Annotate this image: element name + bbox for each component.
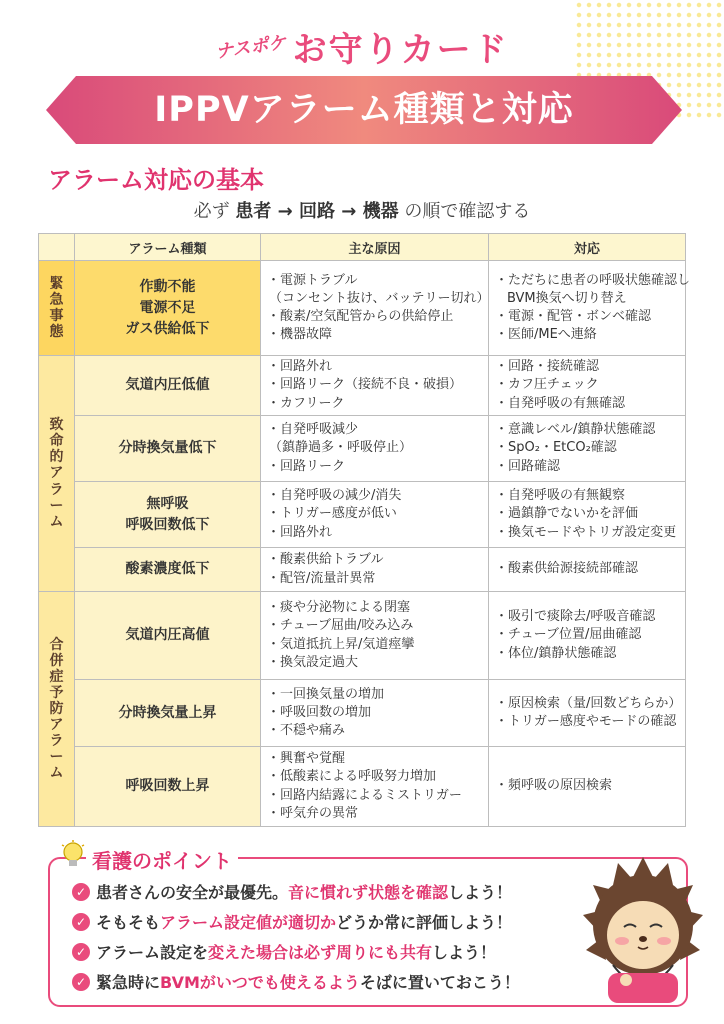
table-row (39, 261, 686, 356)
action-line: ・吸引で痰除去/呼吸音確認 (495, 609, 656, 625)
cause-line: ・興奮や覚醒 (267, 751, 346, 767)
title-banner (46, 76, 682, 144)
cause-line: ・回路外れ (267, 359, 333, 375)
check-icon: ✓ (72, 913, 90, 931)
point-highlight: BVMがいつでも使えるよう (160, 973, 360, 992)
action-line: ・回路確認 (495, 458, 561, 474)
cause-line: ・一回換気量の増加 (267, 686, 385, 702)
cause-line: ・トリガー感度が低い (267, 506, 397, 522)
action-line: ・医師/MEへ連絡 (495, 327, 597, 343)
alarm-type-line: 無呼吸 (146, 495, 189, 512)
alarm-type-line: 分時換気量低下 (118, 440, 217, 456)
action-line: ・SpO₂・EtCO₂確認 (495, 440, 617, 456)
alarm-type-line: 電源不足 (139, 299, 196, 316)
group-label (39, 592, 75, 827)
action-cell (489, 356, 686, 416)
alarm-type (75, 592, 261, 680)
action-line: ・自発呼吸の有無確認 (495, 395, 626, 411)
alarm-type (75, 680, 261, 747)
table-row (39, 548, 686, 592)
action-line: ・ただちに患者の呼吸状態確認し (495, 272, 691, 288)
group-label-text: 合 併 症 予 防 ア ラ ー ム (49, 636, 64, 782)
cause-line: ・気道抵抗上昇/気道痙攣 (267, 636, 415, 652)
point-item (72, 880, 520, 905)
cause-cell (261, 416, 489, 482)
action-line: ・意識レベル/鎮静状態確認 (495, 422, 656, 438)
action-cell (489, 747, 686, 827)
hedgehog-mascot-icon (578, 855, 708, 1009)
subtitle-flow: 患者 → 回路 → 機器 (235, 201, 399, 222)
cause-line: ・痰や分泌物による閉塞 (267, 600, 411, 616)
alarm-type (75, 261, 261, 356)
point-text: そばに置いておこう！ (359, 973, 520, 992)
alarm-type-line: 分時換気量上昇 (118, 704, 217, 721)
cause-line: （鎮静過多・呼吸停止） (269, 440, 413, 456)
action-cell (489, 680, 686, 747)
header-blank (39, 234, 75, 261)
check-icon: ✓ (72, 943, 90, 961)
point-text: しよう！ (432, 943, 497, 962)
points-title: 看護のポイント (86, 845, 238, 874)
table-row (39, 747, 686, 827)
lightbulb-icon (60, 840, 86, 874)
cause-cell (261, 747, 489, 827)
table-row (39, 416, 686, 482)
subtitle-pre: 必ず (193, 201, 230, 222)
cause-line: ・回路リーク（接続不良・破損） (267, 377, 463, 393)
table-header-row (39, 234, 686, 261)
table-row (39, 680, 686, 747)
alarm-type (75, 747, 261, 827)
point-text: そもそも (96, 913, 161, 932)
alarm-type-line: 酸素濃度低下 (125, 561, 210, 577)
points-list (72, 880, 520, 1000)
cause-line: ・チューブ屈曲/咬み込み (267, 618, 414, 634)
action-cell (489, 592, 686, 680)
column-header: 主な原因 (261, 234, 489, 261)
alarm-table (38, 233, 691, 827)
cause-cell (261, 356, 489, 416)
action-line: ・電源・配管・ボンベ確認 (495, 309, 652, 324)
action-line: ・カフ圧チェック (495, 377, 599, 393)
brand-small: ナスポケ (214, 32, 288, 63)
action-line: ・原因検索（量/回数どちらか） (495, 695, 682, 711)
alarm-type (75, 416, 261, 482)
cause-line: ・カフリーク (267, 395, 345, 411)
alarm-type-line: 気道内圧低値 (125, 377, 210, 393)
action-line: ・回路・接続確認 (495, 359, 600, 375)
check-icon: ✓ (72, 973, 90, 991)
action-line: ・チューブ位置/屈曲確認 (495, 627, 642, 643)
point-highlight: 音に慣れず状態を確認 (288, 883, 449, 902)
cause-cell (261, 548, 489, 592)
page-title: IPPVアラーム種類と対応 (154, 90, 574, 130)
action-cell (489, 416, 686, 482)
check-icon: ✓ (72, 883, 90, 901)
cause-line: ・配管/流量計異常 (267, 570, 376, 586)
action-line: ・体位/鎮静状態確認 (495, 645, 617, 661)
column-header: アラーム種類 (75, 234, 261, 261)
cause-line: ・呼気弁の異常 (267, 805, 359, 821)
cause-cell (261, 261, 489, 356)
cause-line: ・回路外れ (267, 524, 333, 540)
point-text: 緊急時に (96, 973, 161, 992)
alarm-type-line: ガス供給低下 (125, 320, 210, 337)
cause-line: ・機器故障 (267, 327, 333, 343)
action-line: ・酸素供給源接続部確認 (495, 561, 639, 577)
action-line: ・トリガー感度やモードの確認 (495, 714, 677, 729)
alarm-type-line: 呼吸回数上昇 (125, 778, 210, 794)
table-row (39, 592, 686, 680)
section-subtitle (0, 197, 724, 223)
action-line: BVM換気へ切り替え (507, 290, 627, 306)
cause-line: ・不穏や痛み (267, 723, 346, 739)
subtitle-post: の順で確認する (404, 201, 531, 222)
cause-cell (261, 482, 489, 548)
group-label-text: 緊 急 事 態 (49, 275, 64, 341)
cause-cell (261, 592, 489, 680)
cause-line: （コンセント抜け、バッテリー切れ） (269, 290, 490, 306)
alarm-type (75, 548, 261, 592)
cause-line: ・酸素供給トラブル (267, 552, 384, 568)
group-label-text: 致 命 的 ア ラ ー ム (49, 417, 64, 530)
action-line: ・自発呼吸の有無観察 (495, 488, 626, 504)
cause-line: ・自発呼吸の減少/消失 (267, 488, 402, 504)
point-item (72, 910, 520, 935)
action-cell (489, 548, 686, 592)
group-label (39, 261, 75, 356)
action-cell (489, 261, 691, 356)
alarm-type-line: 気道内圧高値 (125, 627, 210, 643)
point-highlight: 変えた場合は必ず周りにも共有 (208, 943, 433, 962)
brand-header (0, 22, 724, 71)
point-highlight: アラーム設定値が適切か (160, 913, 337, 932)
point-item (72, 940, 520, 965)
cause-line: ・自発呼吸減少 (267, 422, 359, 438)
action-cell (489, 482, 686, 548)
cause-line: ・回路リーク (267, 458, 346, 474)
point-text: 患者さんの安全が最優先。 (96, 883, 289, 902)
column-header: 対応 (489, 234, 686, 261)
group-label (39, 356, 75, 592)
point-text: どうか常に評価しよう！ (336, 913, 513, 932)
cause-line: ・酸素/空気配管からの供給停止 (267, 309, 454, 324)
cause-line: ・回路内結露によるミストリガー (267, 787, 462, 803)
cause-line: ・低酸素による呼吸努力増加 (267, 769, 437, 785)
brand-large: お守りカード (292, 30, 509, 70)
table-row (39, 356, 686, 416)
point-text: アラーム設定を (96, 943, 209, 962)
point-text: しよう！ (448, 883, 513, 902)
action-line: ・頻呼吸の原因検索 (495, 778, 613, 794)
alarm-type-line: 呼吸回数低下 (125, 516, 210, 533)
cause-line: ・電源トラブル (267, 272, 358, 288)
cause-line: ・換気設定過大 (267, 654, 359, 670)
point-item (72, 970, 520, 995)
action-line: ・換気モードやトリガ設定変更 (495, 524, 677, 540)
section-title: アラーム対応の基本 (48, 166, 264, 194)
alarm-type-line: 作動不能 (139, 278, 196, 295)
table-row (39, 482, 686, 548)
alarm-type (75, 482, 261, 548)
alarm-type (75, 356, 261, 416)
action-line: ・過鎮静でないかを評価 (495, 506, 639, 522)
cause-cell (261, 680, 489, 747)
cause-line: ・呼吸回数の増加 (267, 704, 372, 720)
